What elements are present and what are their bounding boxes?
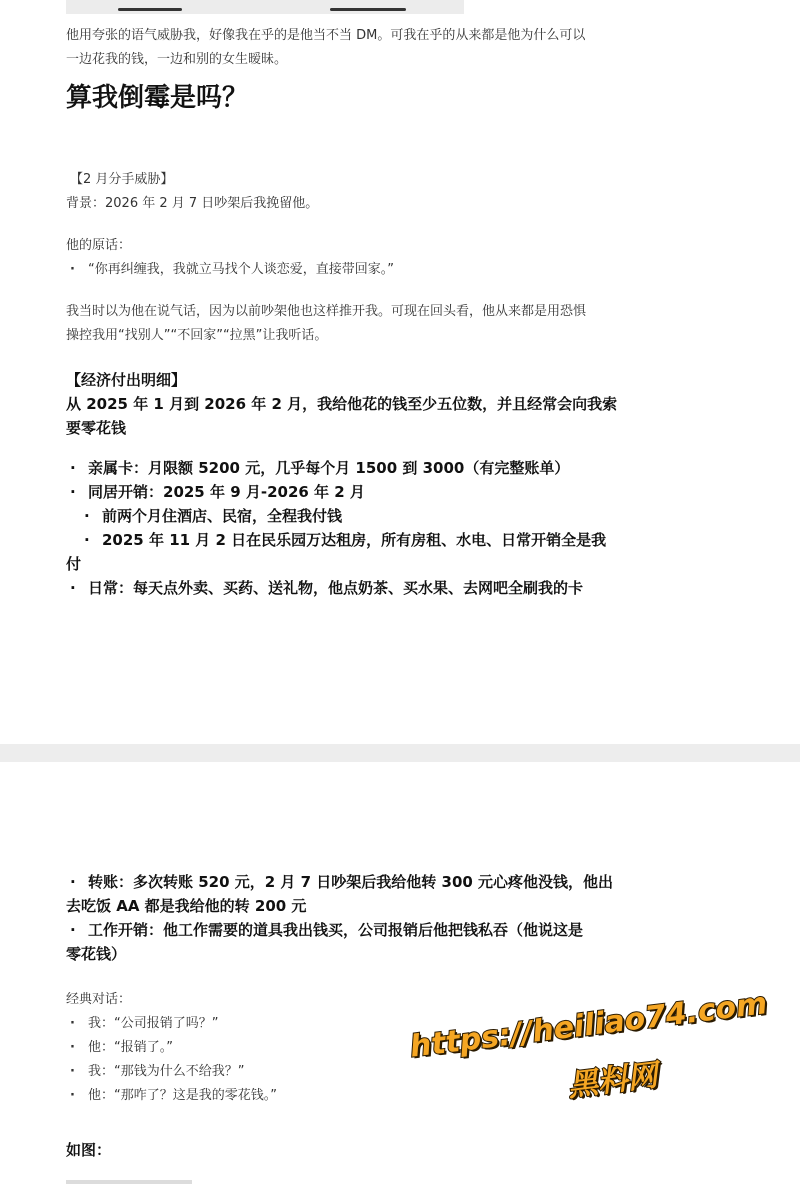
top-strip-mark-right bbox=[330, 8, 406, 11]
watermark-url: https://heiliao74.com bbox=[408, 986, 770, 1065]
dialogue-line-3: · 我：“那钱为什么不给我？” bbox=[66, 1060, 726, 1084]
watermark-name: 黑料网 bbox=[565, 1058, 660, 1104]
top-strip-mark-left bbox=[118, 8, 182, 11]
page-divider bbox=[0, 744, 800, 762]
quote-bullet: · “你再纠缠我，我就立马找个人谈恋爱，直接带回家。” bbox=[66, 258, 726, 282]
finance-subitem-rent: · 2025 年 11 月 2 日在民乐园万达租房，所有房租、水电、日常开销全是我 bbox=[66, 528, 726, 552]
transfer-line-1: · 转账：多次转账 520 元，2 月 7 日吵架后我给他转 300 元心疼他没钱，他出 bbox=[66, 870, 726, 894]
reflection-line-2: 操控我用“找别人”“不回家”“拉黑”让我听话。 bbox=[66, 328, 328, 343]
breakup-section-title: 【2 月分手威胁】 bbox=[70, 172, 174, 187]
page-heading: 算我倒霉是吗？ bbox=[66, 83, 249, 113]
figure-placeholder-bar bbox=[66, 1180, 192, 1184]
document-page-1 bbox=[66, 24, 726, 600]
finance-item-cohabit: · 同居开销：2025 年 9 月-2026 年 2 月 bbox=[66, 480, 726, 504]
work-expense-line-2: 零花钱） bbox=[66, 945, 127, 963]
original-words-label: 他的原话： bbox=[66, 238, 132, 253]
finance-section-title: 【经济付出明细】 bbox=[66, 371, 187, 389]
transfer-line-2: 去吃饭 AA 都是我给他的转 200 元 bbox=[66, 897, 307, 915]
finance-subitem-rent-wrap: 付 bbox=[66, 555, 82, 573]
intro-line-1: 他用夸张的语气威胁我，好像我在乎的是他当不当 DM。可我在乎的从来都是他为什么可以 bbox=[66, 28, 586, 43]
dialogue-label: 经典对话： bbox=[66, 992, 132, 1007]
finance-item-card: · 亲属卡：月限额 5200 元，几乎每个月 1500 到 3000（有完整账单） bbox=[66, 456, 726, 480]
work-expense-line-1: · 工作开销：他工作需要的道具我出钱买，公司报销后他把钱私吞（他说这是 bbox=[66, 918, 726, 942]
breakup-background: 背景：2026 年 2 月 7 日吵架后我挽留他。 bbox=[66, 196, 319, 211]
finance-summary-line-2: 要零花钱 bbox=[66, 419, 127, 437]
figure-label: 如图： bbox=[66, 1141, 112, 1159]
reflection-line-1: 我当时以为他在说气话，因为以前吵架他也这样推开我。可现在回头看，他从来都是用恐惧 bbox=[66, 304, 587, 319]
intro-line-2: 一边花我的钱，一边和别的女生暧昧。 bbox=[66, 52, 288, 67]
dialogue-line-1: · 我：“公司报销了吗？” bbox=[66, 1012, 726, 1036]
finance-summary-line-1: 从 2025 年 1 月到 2026 年 2 月，我给他花的钱至少五位数，并且经常会向我索 bbox=[66, 395, 618, 413]
dialogue-line-4: · 他：“那咋了？这是我的零花钱。” bbox=[66, 1084, 726, 1108]
finance-item-daily: · 日常：每天点外卖、买药、送礼物，他点奶茶、买水果、去网吧全刷我的卡 bbox=[66, 576, 726, 600]
finance-subitem-hotel: · 前两个月住酒店、民宿，全程我付钱 bbox=[66, 504, 726, 528]
top-image-strip bbox=[66, 0, 464, 14]
dialogue-line-2: · 他：“报销了。” bbox=[66, 1036, 726, 1060]
